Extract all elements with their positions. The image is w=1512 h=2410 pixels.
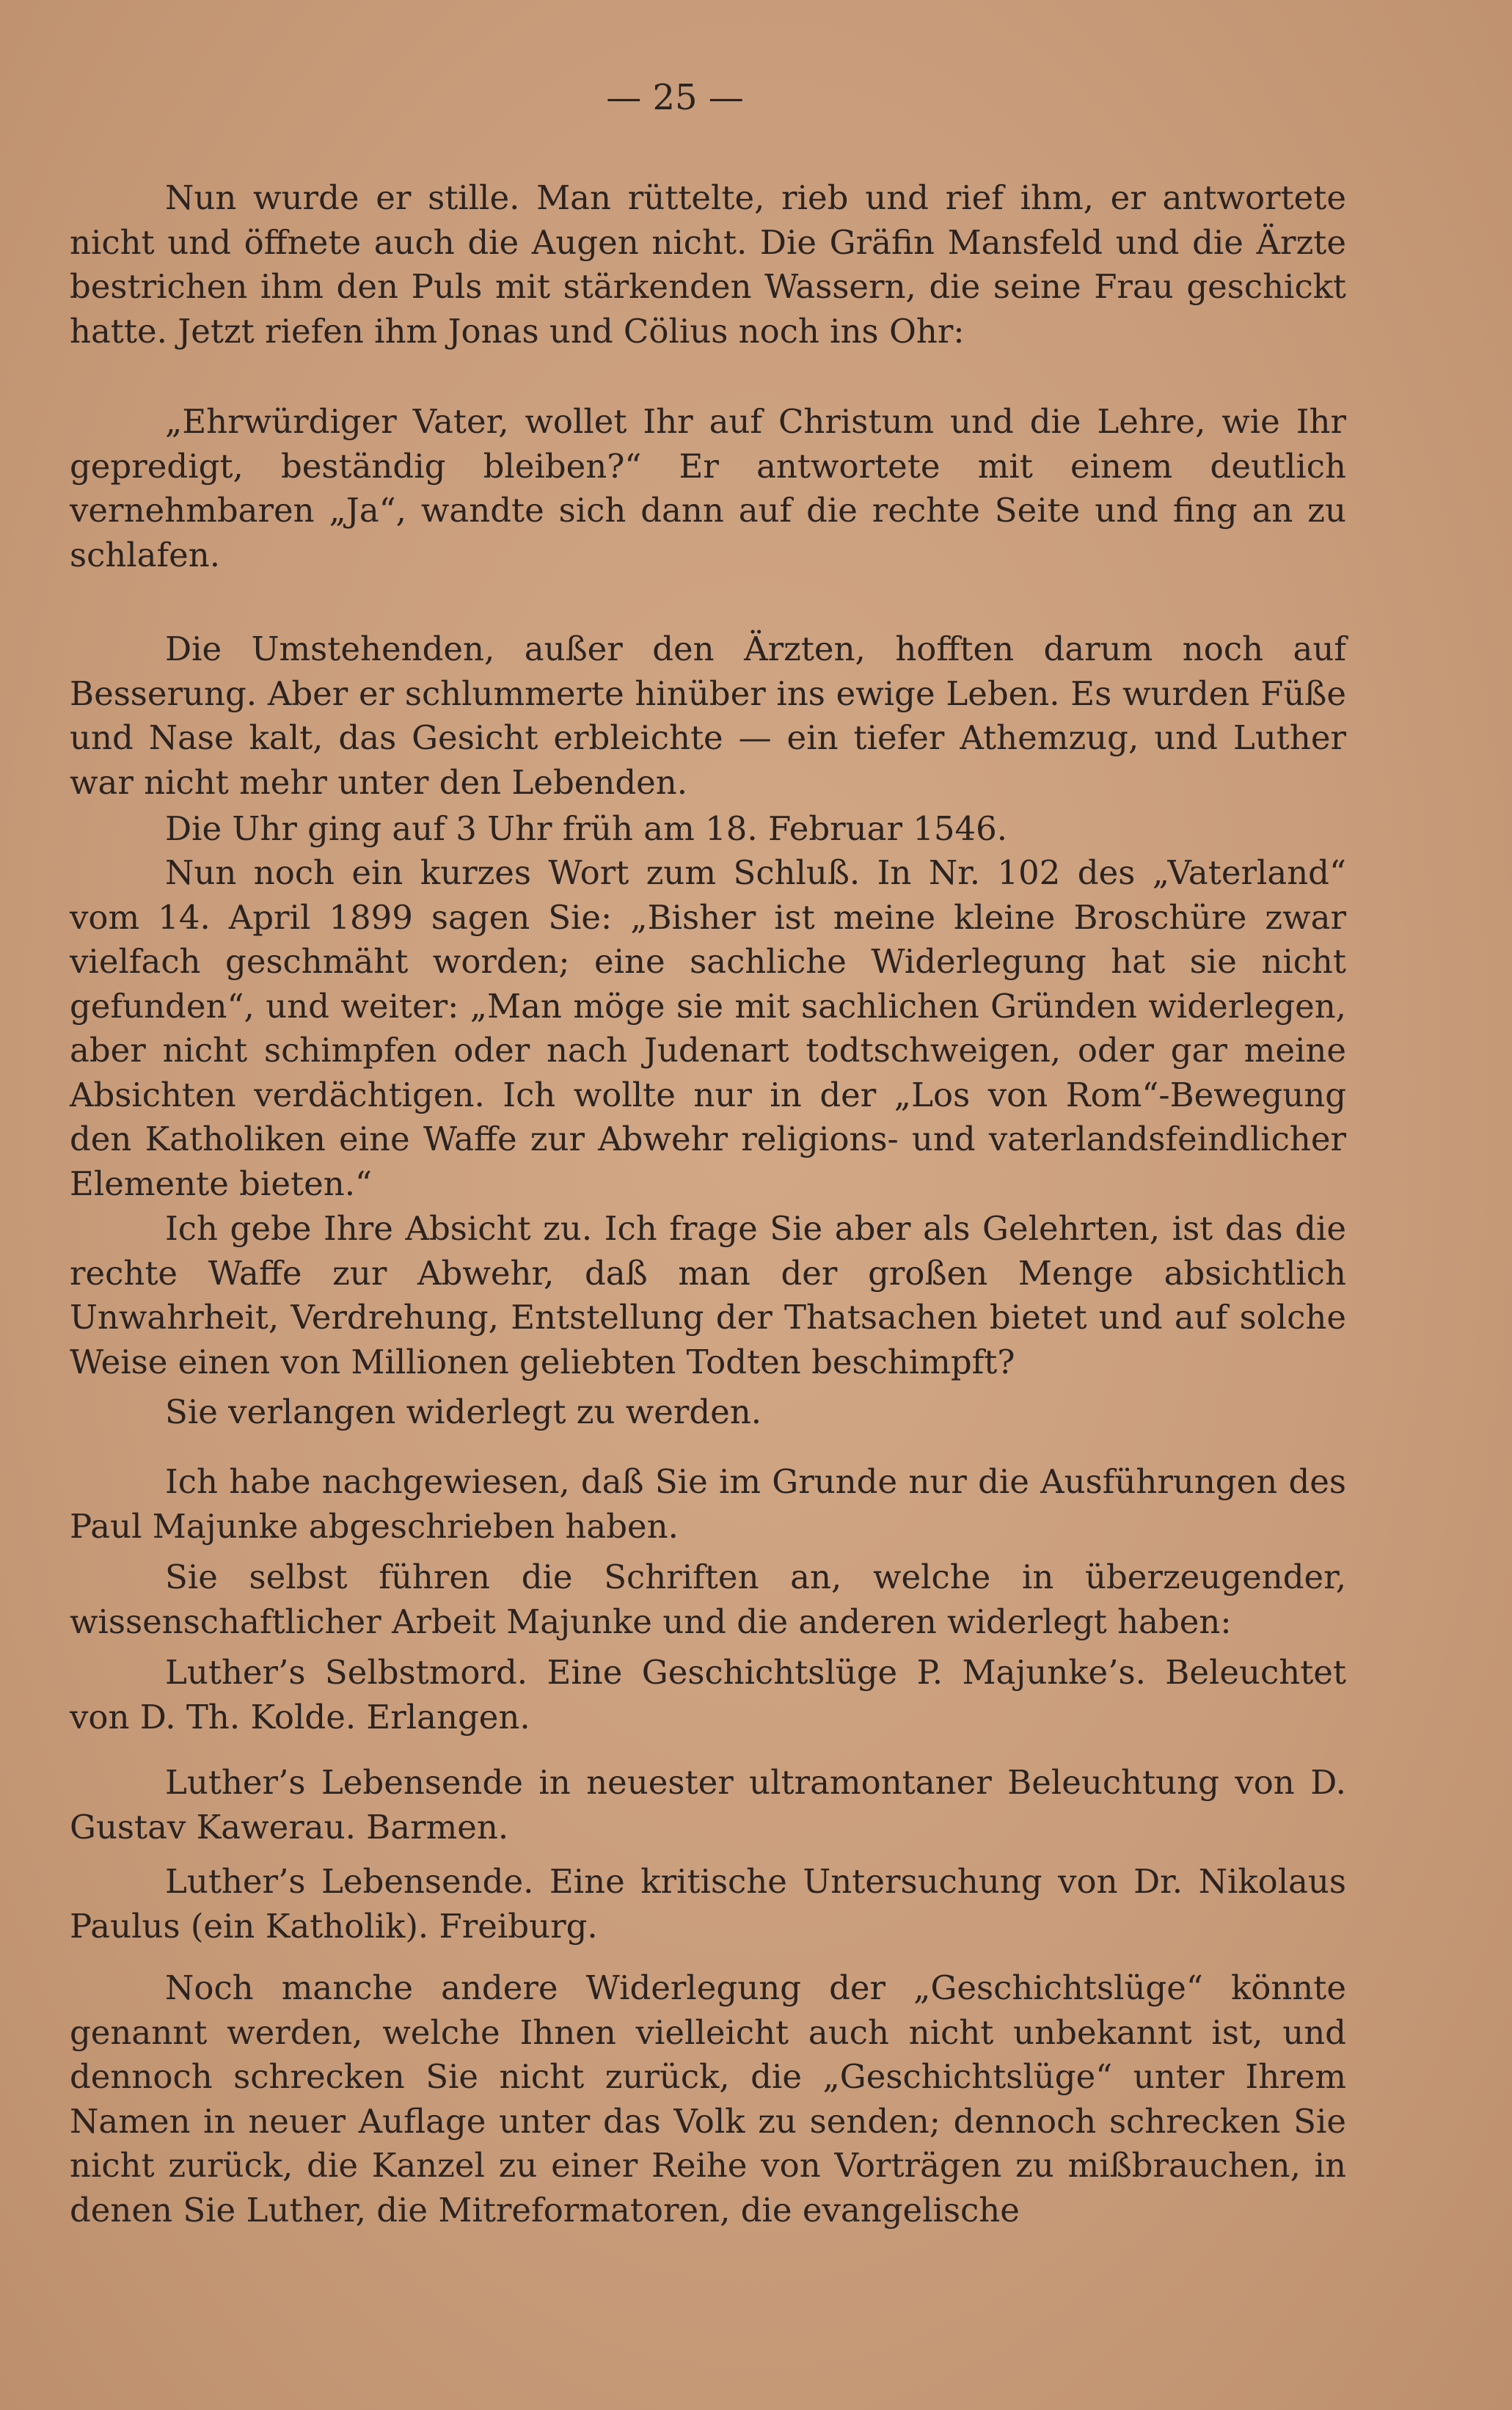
reference-1: Luther’s Selbstmord. Eine Geschichtslüge P. Majunke’s. Beleuchtet von D. Th. Kolde. Erlangen. [70,1653,1346,1737]
reference-2: Luther’s Lebensende in neuester ultramontaner Beleuchtung von D. Gustav Kawerau. Barmen. [70,1763,1346,1847]
paragraph-6: Ich gebe Ihre Absicht zu. Ich frage Sie aber als Gelehrten, ist das die rechte Waffe zur Abwehr, daß man der großen Menge absichtlich Unwahrheit, Verdrehung, Entstellung der Thatsachen bietet und auf solche Weise einen von Millionen geliebten Todten beschimpft? [70,1209,1346,1381]
paragraph-9: Sie selbst führen die Schriften an, welche in überzeugender, wissenschaftlicher Arbeit Majunke und die anderen widerlegt haben: [70,1558,1346,1641]
paragraph-4: Die Uhr ging auf 3 Uhr früh am 18. Februar 1546. [165,809,1008,848]
paragraph-8: Ich habe nachgewiesen, daß Sie im Grunde nur die Ausführungen des Paul Majunke abgeschrieben haben. [70,1462,1346,1546]
paragraph-3: Die Umstehenden, außer den Ärzten, hofften darum noch auf Besserung. Aber er schlummerte hinüber ins ewige Leben. Es wurden Füße und Nase kalt, das Gesicht erbleichte — ein tiefer Athemzug, und Luther war nicht mehr unter den Lebenden. [70,629,1346,802]
paragraph-1: Nun wurde er stille. Man rüttelte, rieb und rief ihm, er antwortete nicht und öffnete auch die Augen nicht. Die Gräfin Mansfeld und die Ärzte bestrichen ihm den Puls mit stärkenden Wassern, die seine Frau geschickt hatte. Jetzt riefen ihm Jonas und Cölius noch ins Ohr: [70,178,1346,351]
paragraph-5: Nun noch ein kurzes Wort zum Schluß. In Nr. 102 des „Vaterland“ vom 14. April 1899 sagen Sie: „Bisher ist meine kleine Broschüre zwar vielfach geschmäht worden; eine sachliche Widerlegung hat sie nicht gefunden“, und weiter: „Man möge sie mit sachlichen Gründen widerlegen, aber nicht schimpfen oder nach Judenart todtschweigen, oder gar meine Absichten verdächtigen. Ich wollte nur in der „Los von Rom“-Bewegung den Katholiken eine Waffe zur Abwehr religions- und vaterlandsfeindlicher Elemente bieten.“ [70,853,1346,1203]
paragraph-7: Sie verlangen widerlegt zu werden. [165,1392,762,1431]
page-number: — 25 — [606,77,744,118]
paragraph-10: Noch manche andere Widerlegung der „Geschichtslüge“ könnte genannt werden, welche Ihnen vielleicht auch nicht unbekannt ist, und dennoch schrecken Sie nicht zurück, die „Geschichtslüge“ unter Ihrem Namen in neuer Auflage unter das Volk zu senden; dennoch schrecken Sie nicht zurück, die Kanzel zu einer Reihe von Vorträgen zu mißbrauchen, in denen Sie Luther, die Mitreformatoren, die evangelische [70,1968,1346,2230]
reference-3: Luther’s Lebensende. Eine kritische Untersuchung von Dr. Nikolaus Paulus (ein Katholik). Freiburg. [70,1862,1346,1946]
paragraph-2: „Ehrwürdiger Vater, wollet Ihr auf Christum und die Lehre, wie Ihr gepredigt, beständig bleiben?“ Er antwortete mit einem deutlich vernehmbaren „Ja“, wandte sich dann auf die rechte Seite und fing an zu schlafen. [70,402,1346,574]
